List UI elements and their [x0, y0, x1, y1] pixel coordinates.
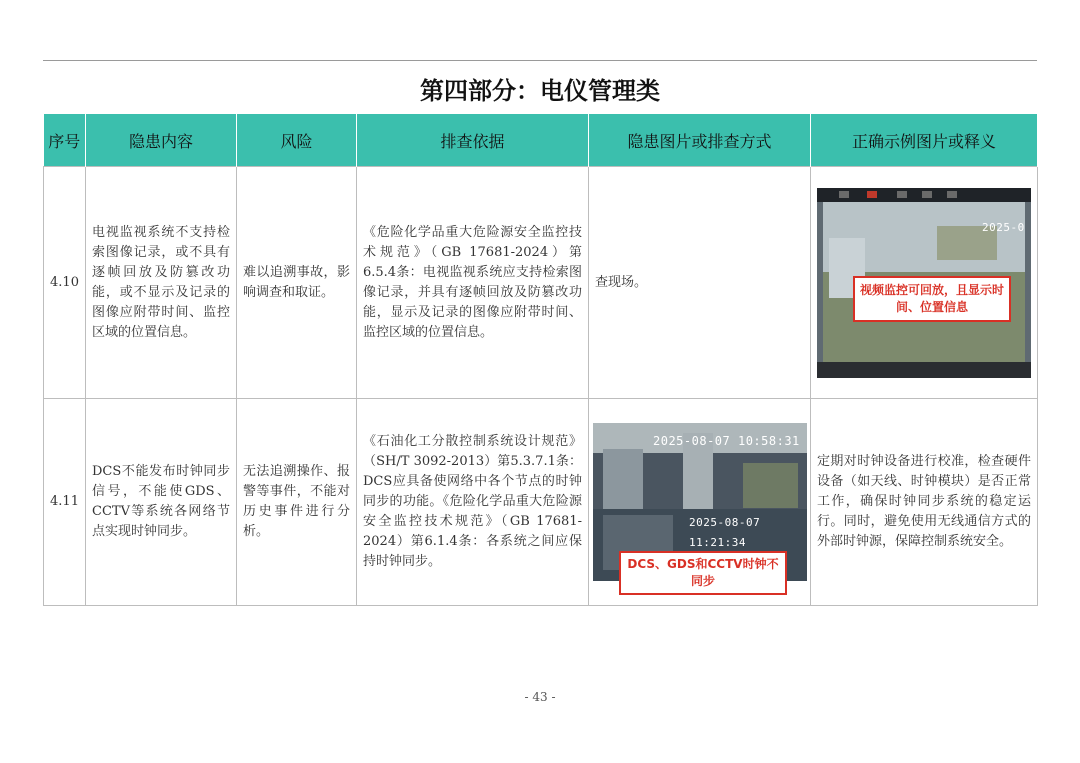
timestamp-top: 2025-08-07 10:58:31: [653, 434, 800, 448]
header-index: 序号: [44, 114, 86, 167]
risk-text: 难以追溯事故，影响调查和取证。: [237, 167, 357, 399]
clock-callout: DCS、GDS和CCTV时钟不同步: [619, 551, 787, 595]
header-inspection-basis: 排查依据: [357, 114, 589, 167]
risk-text: 无法追溯操作、报警等事件，不能对历史事件进行分析。: [237, 399, 357, 606]
page-number: - 43 -: [524, 690, 556, 704]
inspection-basis: 《危险化学品重大危险源安全监控技术规范》（GB 17681-2024）第6.5.4条：电视监视系统应支持检索图像记录，并具有逐帧回放及防篡改功能，显示及记录的图像应附带时间、监控区域的位置信息。: [357, 167, 589, 399]
hazard-table: [43, 114, 1038, 606]
table-row: [44, 167, 1038, 399]
inspection-method: 查现场。: [589, 167, 811, 399]
row-number: 4.10: [44, 167, 86, 399]
playback-toolbar: [817, 188, 1031, 202]
row-number: 4.11: [44, 399, 86, 606]
playback-callout: 视频监控可回放，且显示时间、位置信息: [853, 276, 1011, 322]
playback-controls: [817, 362, 1031, 378]
hazard-image-cell: [589, 399, 811, 606]
example-image-cell: [811, 167, 1038, 399]
correct-explanation: 定期对时钟设备进行校准，检查硬件设备（如天线、时钟模块）是否正常工作，确保时钟同步系统的稳定运行。同时，避免使用无线通信方式的外部时钟源，保障控制系统安全。: [811, 399, 1038, 606]
hazard-content: 电视监视系统不支持检索图像记录，或不具有逐帧回放及防篡改功能，或不显示及记录的图像应附带时间、监控区域的位置信息。: [86, 167, 237, 399]
timestamp-bottom: 2025-08-07 11:21:34: [689, 516, 761, 549]
page-title: 第四部分：电仪管理类: [43, 60, 1037, 115]
header-correct-example: 正确示例图片或释义: [811, 114, 1038, 167]
header-risk: 风险: [237, 114, 357, 167]
cctv-playback-image: [817, 188, 1031, 378]
clock-unsync-image: [593, 423, 807, 588]
header-hazard-image: 隐患图片或排查方式: [589, 114, 811, 167]
video-timestamp: 2025-0: [982, 220, 1025, 234]
inspection-basis: 《石油化工分散控制系统设计规范》（SH/T 3092-2013）第5.3.7.1条：DCS应具备使网络中各个节点的时钟同步的功能。《危险化学品重大危险源安全监控技术规范》（GB 17681-2024）第6.1.4条：各系统之间应保持时钟同步。: [357, 399, 589, 606]
table-header-row: [44, 114, 1038, 167]
table-row: [44, 399, 1038, 606]
hazard-content: DCS不能发布时钟同步信号，不能使GDS、CCTV等系统各网络节点实现时钟同步。: [86, 399, 237, 606]
header-hazard-content: 隐患内容: [86, 114, 237, 167]
